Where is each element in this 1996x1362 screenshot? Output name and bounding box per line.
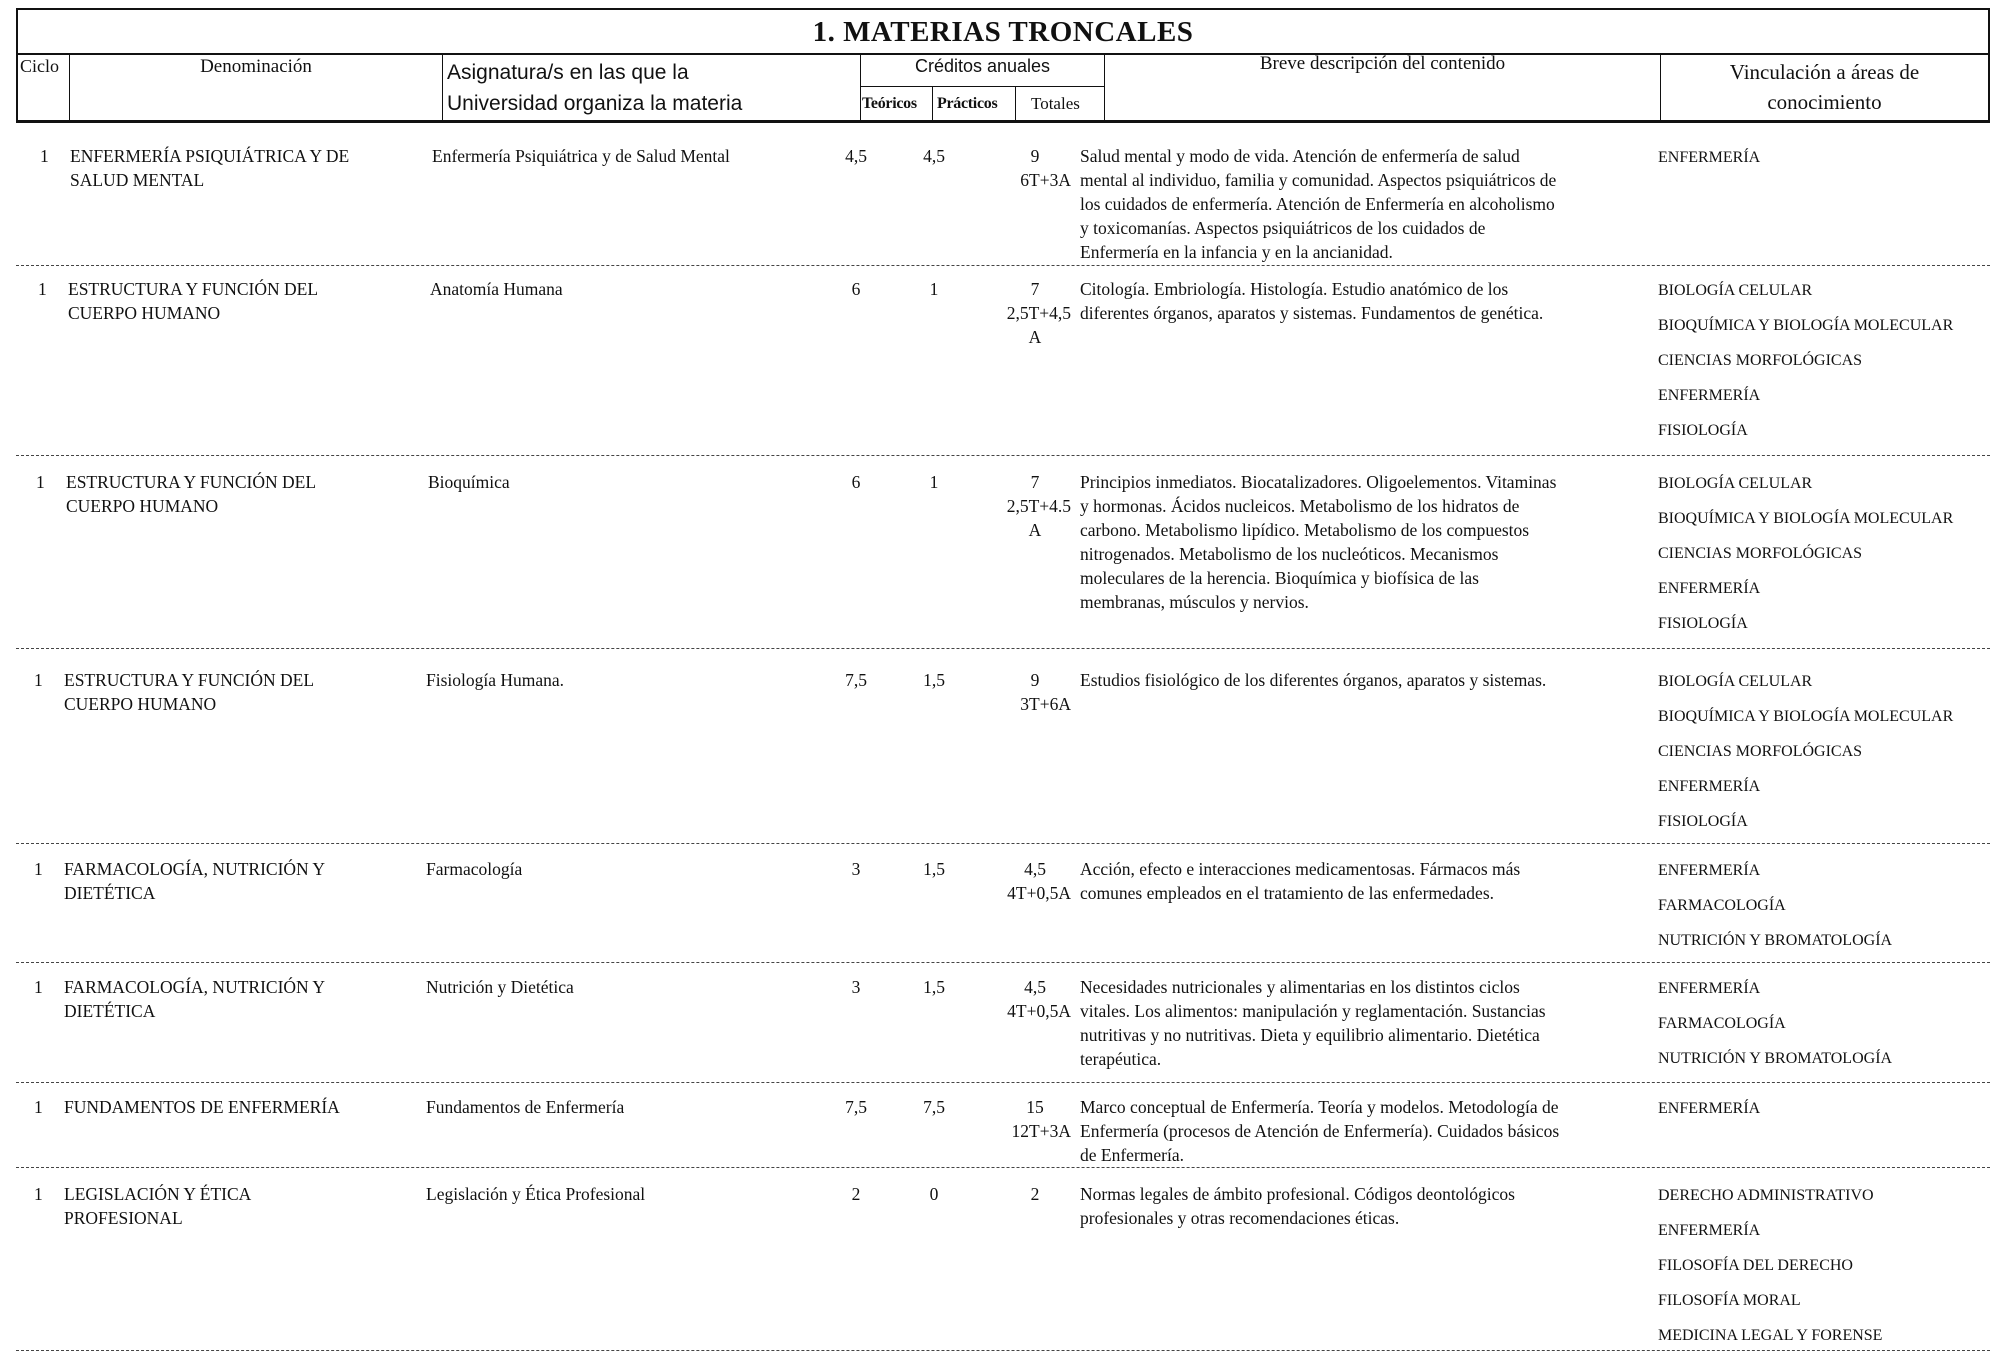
row-separator — [16, 648, 1990, 649]
descripcion-line: nitrogenados. Metabolismo de los nucleóticos. Mecanismos — [1080, 544, 1499, 564]
denominacion — [64, 1095, 404, 1119]
header-creditos-divider-v2 — [1015, 86, 1016, 120]
header-asignatura-cell — [442, 55, 860, 120]
descripcion-line: Necesidades nutricionales y alimentarias en los distintos ciclos — [1080, 977, 1520, 997]
areas-list — [1658, 1097, 1996, 1132]
table-row — [16, 1178, 1990, 1350]
area-item: BIOQUÍMICA Y BIOLOGÍA MOLECULAR — [1658, 708, 1954, 725]
descripcion — [1080, 144, 1620, 264]
row-separator — [16, 1350, 1990, 1351]
page-title: 1. MATERIAS TRONCALES — [812, 16, 1194, 48]
creditos-totales — [971, 277, 1071, 349]
denominacion-line2: CUERPO HUMANO — [68, 303, 221, 323]
area-item: NUTRICIÓN Y BROMATOLOGÍA — [1658, 1050, 1893, 1067]
area-item: ENFERMERÍA — [1658, 1100, 1761, 1117]
ciclo-value: 1 — [38, 279, 47, 299]
header-creditos-cell — [860, 55, 1104, 120]
descripcion-line: Salud mental y modo de vida. Atención de enfermería de salud — [1080, 146, 1520, 166]
descripcion-line: diferentes órganos, aparatos y sistemas. Fundamentos de genética. — [1080, 303, 1544, 323]
denominacion-line2: CUERPO HUMANO — [66, 496, 219, 516]
header-creditos-divider — [861, 86, 1104, 87]
descripcion-line: de Enfermería. — [1080, 1145, 1184, 1165]
header-practicos: Prácticos — [937, 95, 998, 112]
asignatura: Anatomía Humana — [430, 279, 563, 299]
descripcion-line: Acción, efecto e interacciones medicamentosas. Fármacos más — [1080, 859, 1521, 879]
descripcion-line: y toxicomanías. Aspectos psiquiátricos de los cuidados de — [1080, 218, 1486, 238]
descripcion-line: vitales. Los alimentos: manipulación y reglamentación. Sustancias — [1080, 1001, 1546, 1021]
ciclo-value: 1 — [40, 146, 49, 166]
table-row — [16, 140, 1990, 265]
row-separator — [16, 1167, 1990, 1168]
title-box — [16, 8, 1990, 53]
creditos-totales — [971, 857, 1071, 905]
area-item: CIENCIAS MORFOLÓGICAS — [1658, 545, 1863, 562]
creditos-teoricos: 3 — [851, 977, 861, 997]
creditos-teoricos: 3 — [851, 859, 861, 879]
denominacion-line1: FARMACOLOGÍA, NUTRICIÓN Y — [64, 859, 326, 879]
denominacion — [64, 857, 404, 905]
creditos-practicos: 7,5 — [923, 1097, 945, 1117]
creditos-practicos: 0 — [929, 1184, 939, 1204]
descripcion-line: Principios inmediatos. Biocatalizadores. Oligoelementos. Vitaminas — [1080, 472, 1557, 492]
descripcion-line: Enfermería en la infancia y en la ancianidad. — [1080, 242, 1393, 262]
areas-list — [1658, 670, 1996, 845]
header-asignatura-line1: Asignatura/s en las que la — [447, 61, 689, 84]
area-item: ENFERMERÍA — [1658, 862, 1761, 879]
creditos-totales — [971, 668, 1071, 716]
area-item: DERECHO ADMINISTRATIVO — [1658, 1187, 1874, 1204]
header-denominacion-cell — [69, 55, 442, 120]
totales-value: 9 — [1030, 146, 1040, 166]
denominacion — [70, 144, 410, 192]
header-vinculacion-cell — [1660, 55, 1988, 120]
ciclo-value: 1 — [34, 977, 43, 997]
denominacion — [66, 470, 406, 518]
totales-breakdown: 6T+3A — [1020, 170, 1071, 190]
totales-breakdown: 12T+3A — [1011, 1121, 1071, 1141]
area-item: BIOQUÍMICA Y BIOLOGÍA MOLECULAR — [1658, 317, 1954, 334]
descripcion — [1080, 277, 1620, 325]
ciclo-value: 1 — [34, 859, 43, 879]
descripcion-line: los cuidados de enfermería. Atención de Enfermería en alcoholismo — [1080, 194, 1555, 214]
header-ciclo-cell — [18, 55, 69, 120]
creditos-totales — [971, 1095, 1071, 1143]
header-creditos: Créditos anuales — [914, 56, 1051, 76]
totales-value: 15 — [1026, 1097, 1044, 1117]
header-vinculacion-line1: Vinculación a áreas de — [1729, 60, 1920, 84]
area-item: NUTRICIÓN Y BROMATOLOGÍA — [1658, 932, 1893, 949]
creditos-teoricos: 4,5 — [845, 146, 867, 166]
ciclo-value: 1 — [36, 472, 45, 492]
area-item: BIOLOGÍA CELULAR — [1658, 475, 1813, 492]
area-item: ENFERMERÍA — [1658, 387, 1761, 404]
asignatura: Legislación y Ética Profesional — [426, 1184, 646, 1204]
descripcion-line: Marco conceptual de Enfermería. Teoría y modelos. Metodología de — [1080, 1097, 1559, 1117]
area-item: FILOSOFÍA DEL DERECHO — [1658, 1257, 1853, 1274]
area-item: FISIOLOGÍA — [1658, 813, 1748, 830]
areas-list — [1658, 279, 1996, 454]
totales-value: 7 — [1030, 279, 1040, 299]
descripcion-line: terapéutica. — [1080, 1049, 1162, 1069]
creditos-practicos: 1 — [929, 472, 939, 492]
descripcion-line: carbono. Metabolismo lipídico. Metabolismo de los compuestos — [1080, 520, 1530, 540]
descripcion-line: y hormonas. Ácidos nucleicos. Metabolismo de los hidratos de — [1080, 496, 1520, 516]
area-item: BIOLOGÍA CELULAR — [1658, 282, 1813, 299]
area-item: ENFERMERÍA — [1658, 778, 1761, 795]
totales-breakdown: 2,5T+4,5 — [1006, 303, 1071, 323]
creditos-teoricos: 7,5 — [845, 670, 867, 690]
table-row — [16, 664, 1990, 843]
descripcion-line: mental al individuo, familia y comunidad. Aspectos psiquiátricos de — [1080, 170, 1557, 190]
descripcion-line: Enfermería (procesos de Atención de Enfermería). Cuidados básicos — [1080, 1121, 1560, 1141]
totales-breakdown: 2,5T+4.5 — [1006, 496, 1071, 516]
creditos-teoricos: 7,5 — [845, 1097, 867, 1117]
table-row — [16, 853, 1990, 962]
denominacion — [64, 668, 404, 716]
areas-list — [1658, 977, 1996, 1082]
header-descripcion: Breve descripción del contenido — [1259, 53, 1506, 74]
descripcion-line: moleculares de la herencia. Bioquímica y biofísica de las — [1080, 568, 1479, 588]
totales-breakdown-cont: A — [1028, 327, 1042, 347]
totales-value: 9 — [1030, 670, 1040, 690]
descripcion — [1080, 857, 1620, 905]
denominacion-line2: PROFESIONAL — [64, 1208, 183, 1228]
totales-breakdown: 4T+0,5A — [1007, 1001, 1071, 1021]
areas-list — [1658, 146, 1996, 181]
denominacion-line1: ESTRUCTURA Y FUNCIÓN DEL — [68, 279, 319, 299]
area-item: FARMACOLOGÍA — [1658, 897, 1786, 914]
denominacion-line2: SALUD MENTAL — [70, 170, 205, 190]
descripcion-line: nutritivas y no nutritivas. Dieta y equilibrio alimentario. Dietética — [1080, 1025, 1540, 1045]
area-item: BIOQUÍMICA Y BIOLOGÍA MOLECULAR — [1658, 510, 1954, 527]
header-vinculacion-line2: conocimiento — [1767, 90, 1882, 114]
header-teoricos: Teóricos — [862, 95, 917, 112]
descripcion — [1080, 975, 1620, 1071]
asignatura: Nutrición y Dietética — [426, 977, 574, 997]
areas-list — [1658, 859, 1996, 964]
row-separator — [16, 1082, 1990, 1083]
area-item: CIENCIAS MORFOLÓGICAS — [1658, 743, 1863, 760]
creditos-practicos: 1 — [929, 279, 939, 299]
totales-value: 7 — [1030, 472, 1040, 492]
asignatura: Fisiología Humana. — [426, 670, 565, 690]
areas-list — [1658, 472, 1996, 647]
totales-value: 2 — [1030, 1184, 1040, 1204]
area-item: FARMACOLOGÍA — [1658, 1015, 1786, 1032]
asignatura: Enfermería Psiquiátrica y de Salud Mental — [432, 146, 730, 166]
denominacion — [64, 1182, 404, 1230]
descripcion-line: profesionales y otras recomendaciones éticas. — [1080, 1208, 1400, 1228]
table-row — [16, 466, 1990, 648]
ciclo-value: 1 — [34, 670, 43, 690]
descripcion-line: membranas, músculos y nervios. — [1080, 592, 1309, 612]
row-separator — [16, 265, 1990, 266]
area-item: ENFERMERÍA — [1658, 980, 1761, 997]
denominacion-line2: DIETÉTICA — [64, 1001, 156, 1021]
denominacion-line1: ESTRUCTURA Y FUNCIÓN DEL — [64, 670, 315, 690]
creditos-practicos: 1,5 — [923, 670, 945, 690]
descripcion — [1080, 470, 1620, 614]
row-separator — [16, 455, 1990, 456]
row-separator — [16, 962, 1990, 963]
descripcion — [1080, 1182, 1620, 1230]
totales-breakdown: 3T+6A — [1020, 694, 1071, 714]
descripcion-line: Citología. Embriología. Histología. Estudio anatómico de los — [1080, 279, 1509, 299]
creditos-practicos: 1,5 — [923, 977, 945, 997]
area-item: MEDICINA LEGAL Y FORENSE — [1658, 1327, 1883, 1344]
creditos-totales — [971, 975, 1071, 1023]
table-header — [16, 53, 1990, 123]
creditos-practicos: 4,5 — [923, 146, 945, 166]
area-item: BIOLOGÍA CELULAR — [1658, 673, 1813, 690]
creditos-totales — [971, 144, 1071, 192]
denominacion — [64, 975, 404, 1023]
descripcion — [1080, 668, 1620, 692]
creditos-totales — [971, 470, 1071, 542]
row-separator — [16, 843, 1990, 844]
creditos-totales — [971, 1182, 1071, 1206]
descripcion-line: comunes empleados en el tratamiento de las enfermedades. — [1080, 883, 1495, 903]
table-row — [16, 273, 1990, 455]
ciclo-value: 1 — [34, 1184, 43, 1204]
denominacion-line1: ENFERMERÍA PSIQUIÁTRICA Y DE — [70, 146, 350, 166]
denominacion-line1: FUNDAMENTOS DE ENFERMERÍA — [64, 1097, 340, 1117]
denominacion-line2: DIETÉTICA — [64, 883, 156, 903]
area-item: FISIOLOGÍA — [1658, 422, 1748, 439]
area-item: CIENCIAS MORFOLÓGICAS — [1658, 352, 1863, 369]
creditos-teoricos: 6 — [851, 279, 861, 299]
area-item: ENFERMERÍA — [1658, 580, 1761, 597]
header-descripcion-cell — [1104, 55, 1660, 120]
asignatura: Farmacología — [426, 859, 523, 879]
ciclo-value: 1 — [34, 1097, 43, 1117]
descripcion-line: Estudios fisiológico de los diferentes órganos, aparatos y sistemas. — [1080, 670, 1547, 690]
area-item: ENFERMERÍA — [1658, 149, 1761, 166]
totales-breakdown: 4T+0,5A — [1007, 883, 1071, 903]
descripcion — [1080, 1095, 1620, 1167]
creditos-teoricos: 6 — [851, 472, 861, 492]
creditos-practicos: 1,5 — [923, 859, 945, 879]
area-item: ENFERMERÍA — [1658, 1222, 1761, 1239]
asignatura: Fundamentos de Enfermería — [426, 1097, 625, 1117]
denominacion-line2: CUERPO HUMANO — [64, 694, 217, 714]
asignatura: Bioquímica — [428, 472, 510, 492]
creditos-teoricos: 2 — [851, 1184, 861, 1204]
table-row — [16, 1091, 1990, 1167]
areas-list — [1658, 1184, 1996, 1359]
denominacion — [68, 277, 408, 325]
area-item: FILOSOFÍA MORAL — [1658, 1292, 1801, 1309]
denominacion-line1: LEGISLACIÓN Y ÉTICA — [64, 1184, 252, 1204]
header-totales: Totales — [1031, 94, 1080, 113]
area-item: FISIOLOGÍA — [1658, 615, 1748, 632]
totales-value: 4,5 — [1024, 977, 1046, 997]
table-row — [16, 971, 1990, 1082]
denominacion-line1: FARMACOLOGÍA, NUTRICIÓN Y — [64, 977, 326, 997]
totales-value: 4,5 — [1024, 859, 1046, 879]
header-ciclo: Ciclo — [20, 56, 59, 76]
header-creditos-divider-v1 — [932, 86, 933, 120]
denominacion-line1: ESTRUCTURA Y FUNCIÓN DEL — [66, 472, 317, 492]
totales-breakdown-cont: A — [1028, 520, 1042, 540]
descripcion-line: Normas legales de ámbito profesional. Códigos deontológicos — [1080, 1184, 1515, 1204]
header-denominacion: Denominación — [200, 56, 312, 77]
header-asignatura-line2: Universidad organiza la materia — [447, 92, 743, 115]
